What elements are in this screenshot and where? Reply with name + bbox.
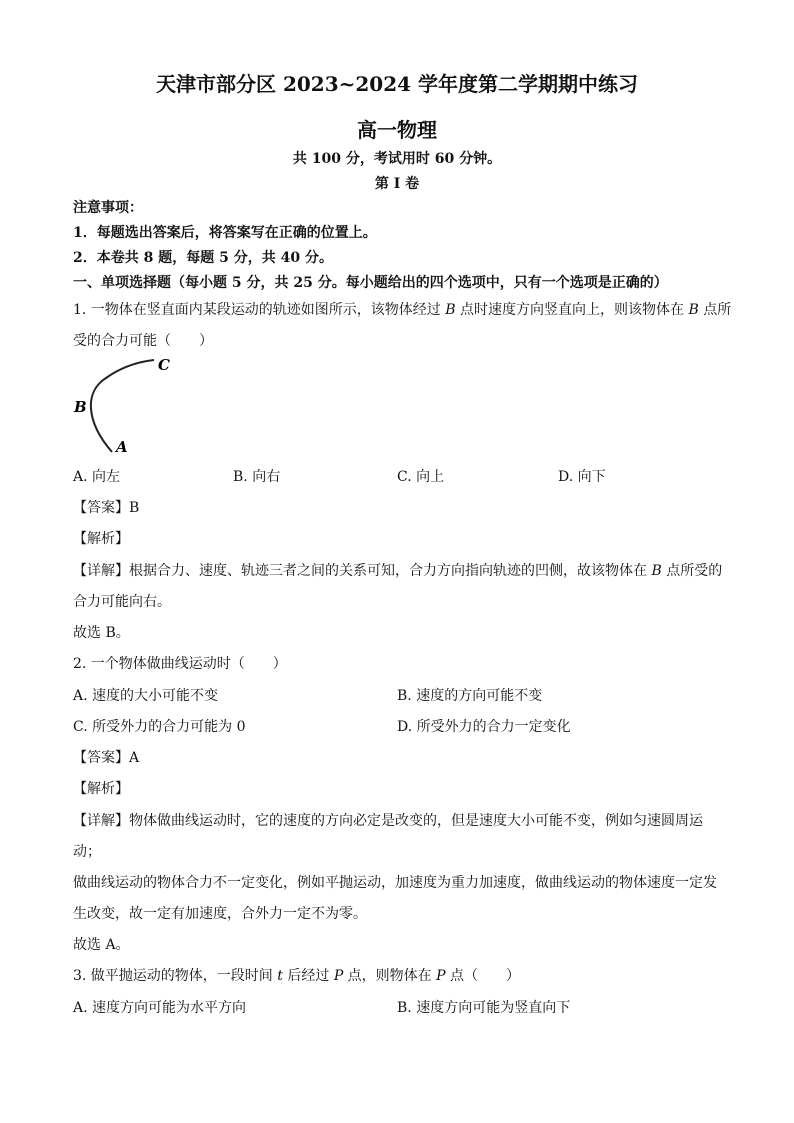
var-t: t xyxy=(277,968,283,984)
exam-info: 共 100 分，考试用时 60 分钟。 xyxy=(292,151,502,167)
section-heading: 一、单项选择题（每小题 5 分，共 25 分。每小题给出的四个选项中，只有一个选项是正确的） xyxy=(73,275,668,291)
q3-stem: 3. 做平抛运动的物体，一段时间 t 后经过 P 点，则物体在 P 点（ ） xyxy=(73,968,521,984)
q1-analysis-label: 【解析】 xyxy=(73,531,129,547)
notes-heading: 注意事项： xyxy=(73,200,143,216)
q2-detail-line2: 动； xyxy=(73,844,101,860)
q1-stem-line1: 1. 一物体在竖直面内某段运动的轨迹如图所示，该物体经过 B 点时速度方向竖直向上，则该物体在 B 点所 xyxy=(73,302,732,318)
q2-stem: 2. 一个物体做曲线运动时（ ） xyxy=(73,656,287,672)
q1-option-a[interactable]: A. 向左 xyxy=(73,469,121,485)
var-b: B xyxy=(651,563,662,579)
q2-option-b[interactable]: B. 速度的方向可能不变 xyxy=(397,688,543,704)
q2-analysis-label: 【解析】 xyxy=(73,781,129,797)
q1-detail-line1: 【详解】根据合力、速度、轨迹三者之间的关系可知，合力方向指向轨迹的凹侧，故该物体在 B 点所受的 xyxy=(73,563,723,579)
q1-option-d[interactable]: D. 向下 xyxy=(558,469,606,485)
q2-conclusion: 故选 A。 xyxy=(73,937,130,953)
q2-detail-line4: 生改变，故一定有加速度，合外力一定不为零。 xyxy=(73,906,367,922)
var-p: P xyxy=(436,968,446,984)
q1-option-b[interactable]: B. 向右 xyxy=(233,469,281,485)
q3-option-b[interactable]: B. 速度方向可能为竖直向下 xyxy=(397,1000,571,1016)
q2-detail-line1: 【详解】物体做曲线运动时，它的速度的方向必定是改变的，但是速度大小可能不变，例如匀速圆周运 xyxy=(73,813,703,829)
var-b: B xyxy=(445,302,456,318)
q1-detail-line2: 合力可能向右。 xyxy=(73,594,171,610)
q1-answer: 【答案】B xyxy=(73,500,140,516)
label-b: B xyxy=(74,398,87,416)
q1-option-c[interactable]: C. 向上 xyxy=(397,469,445,485)
q1-stem-line2: 受的合力可能（ ） xyxy=(73,333,213,349)
volume-label: 第 I 卷 xyxy=(374,176,420,192)
note-item-2: 2．本卷共 8 题，每题 5 分，共 40 分。 xyxy=(73,250,333,266)
exam-title: 天津市部分区 2023~2024 学年度第二学期期中练习 xyxy=(155,72,638,96)
q2-answer: 【答案】A xyxy=(73,750,140,766)
q2-option-c[interactable]: C. 所受外力的合力可能为 0 xyxy=(73,719,246,735)
trajectory-figure xyxy=(70,352,180,457)
q2-option-a[interactable]: A. 速度的大小可能不变 xyxy=(73,688,219,704)
q2-option-d[interactable]: D. 所受外力的合力一定变化 xyxy=(397,719,571,735)
var-b: B xyxy=(688,302,699,318)
q1-conclusion: 故选 B。 xyxy=(73,625,130,641)
label-c: C xyxy=(158,356,170,374)
q3-option-a[interactable]: A. 速度方向可能为水平方向 xyxy=(73,1000,247,1016)
q2-detail-line3: 做曲线运动的物体合力不一定变化，例如平抛运动，加速度为重力加速度，做曲线运动的物体速度一定发 xyxy=(73,875,717,891)
note-item-1: 1．每题选出答案后，将答案写在正确的位置上。 xyxy=(73,225,377,241)
subject-title: 高一物理 xyxy=(357,118,437,142)
label-a: A xyxy=(116,438,128,456)
var-p: P xyxy=(333,968,344,984)
